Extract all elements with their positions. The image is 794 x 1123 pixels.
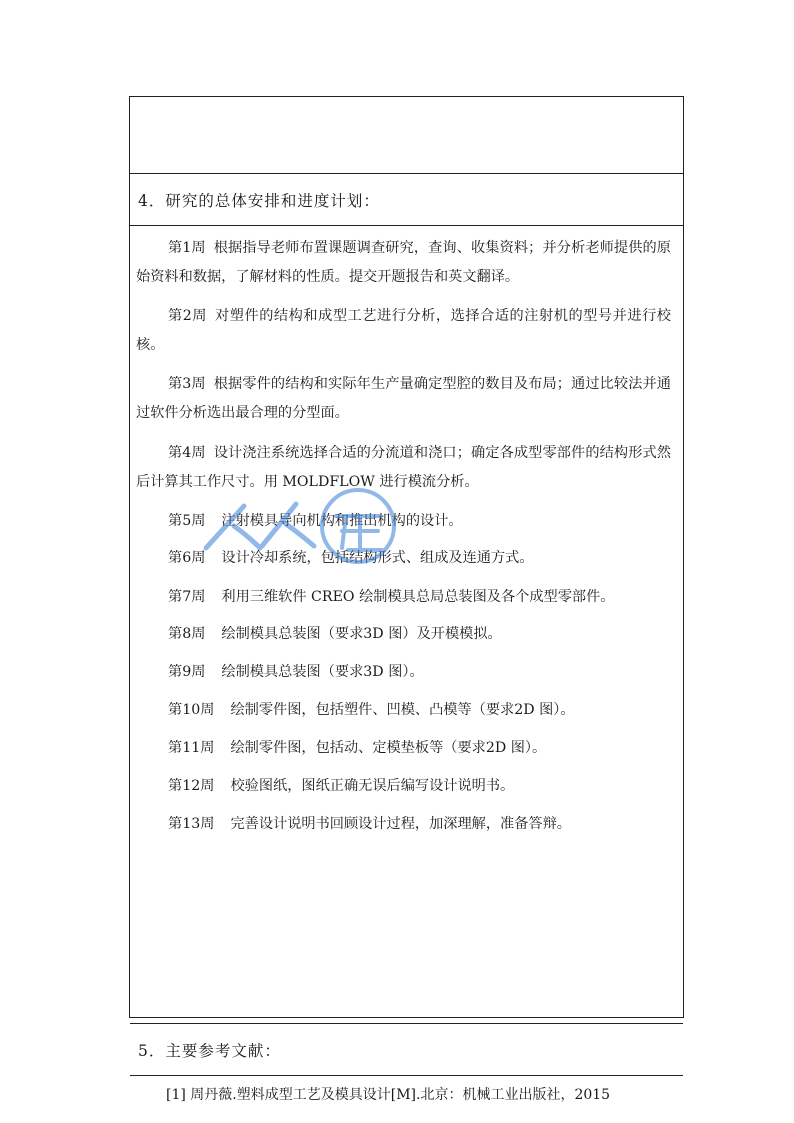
schedule-item: 第13周 完善设计说明书回顾设计过程，加深理解，准备答辩。 [168,816,571,832]
schedule-item: 第10周 绘制零件图，包括塑件、凹模、凸模等（要求2D 图）。 [168,702,575,718]
schedule-item: 第1周 根据指导老师布置课题调查研究，查询、收集资料；并分析老师提供的原始资料和数据，了解材料的性质。提交开题报告和英文翻译。 [136,240,671,285]
schedule-item: 第6周 设计冷却系统，包括结构形式、组成及连通方式。 [168,550,534,566]
section5-header-cell [130,1024,683,1076]
form-table [129,96,684,1103]
schedule-item: 第9周 绘制模具总装图（要求3D 图）。 [168,664,424,680]
schedule-item: 第7周 利用三维软件 CREO 绘制模具总局总装图及各个成型零部件。 [168,589,615,605]
section5-title: 5．主要参考文献： [138,1041,281,1060]
references-cell [130,1076,683,1116]
schedule-item: 第11周 绘制零件图，包括动、定模垫板等（要求2D 图）。 [168,740,547,756]
schedule-item: 第3周 根据零件的结构和实际年生产量确定型腔的数目及布局；通过比较法并通过软件分析选出最合理的分型面。 [136,376,671,421]
schedule-item: 第12周 校验图纸，图纸正确无误后编写设计说明书。 [168,778,515,794]
schedule-item: 第4周 设计浇注系统选择合适的分流道和浇口；确定各成型零部件的结构形式然后计算其工作尺寸。用 MOLDFLOW 进行模流分析。 [136,445,671,490]
section4-title: 4．研究的总体安排和进度计划： [138,191,380,210]
schedule-cell [130,226,683,1024]
empty-top-cell [130,97,683,174]
schedule-item: 第2周 对塑件的结构和成型工艺进行分析，选择合适的注射机的型号并进行校核。 [136,308,671,353]
section4-header-cell [130,174,683,226]
schedule-item: 第8周 绘制模具总装图（要求3D 图）及开模模拟。 [168,626,502,642]
schedule-item: 第5周 注射模具导向机构和推出机构的设计。 [168,513,463,529]
reference-item: [1] 周丹薇.塑料成型工艺及模具设计[M].北京：机械工业出版社，2015 [166,1087,611,1103]
